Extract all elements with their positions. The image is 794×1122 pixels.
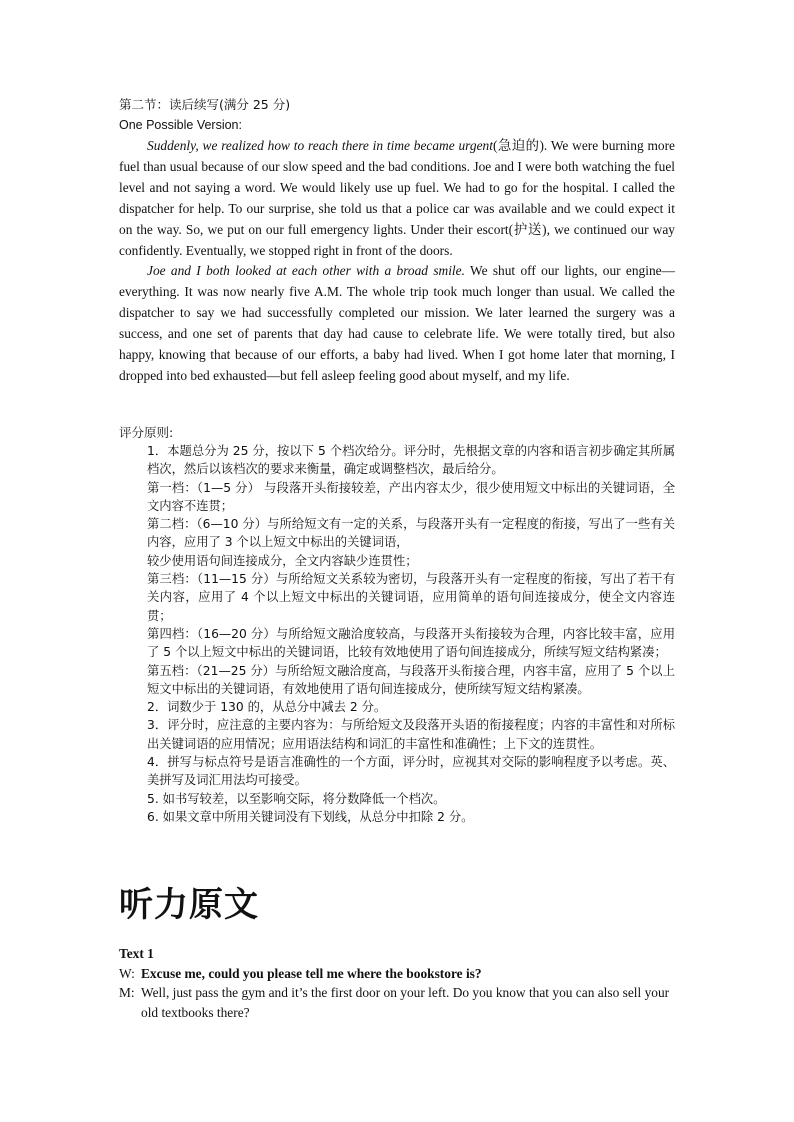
dialogue-text: Well, just pass the gym and it’s the first door on your left. Do you know that you can also sell your old textbooks there? — [141, 985, 670, 1020]
scoring-heading: 评分原则: — [119, 425, 174, 440]
rule-3: 3．评分时，应注意的主要内容为：与所给短文及段落开头语的衔接程度；内容的丰富性和对所标出关键词语的应用情况；应用语法结构和词汇的丰富性和准确性；上下文的连贯性。 — [147, 718, 675, 751]
level-4: 第四档：（16—20 分）与所给短文融洽度较高，与段落开头衔接较为合理，内容比较丰富，应用了 5 个以上短文中标出的关键词语，比较有效地使用了语句间连接成分，所续写短文结构紧凑； — [147, 626, 675, 660]
scoring-rules — [147, 442, 675, 826]
level-1: 第一档：（1—5 分） 与段落开头衔接较差，产出内容太少，很少使用短文中标出的关键词语，全文内容不连贯； — [147, 480, 675, 513]
level-3: 第三档：（11—15 分）与所给短文关系较为密切，与段落开头有一定程度的衔接，写出了若干有关内容，应用了 4 个以上短文中标出的关键词语，应用简单的语句间连接成分，使全文内容连贯； — [147, 572, 675, 623]
text-label: Text 1 — [119, 946, 154, 961]
rule-4: 4．拼写与标点符号是语言准确性的一个方面，评分时，应视其对交际的影响程度予以考虑。英、美拼写及词汇用法均可接受。 — [147, 755, 675, 788]
dialogue-line-w — [119, 964, 675, 984]
listening-title: 听力原文 — [119, 885, 259, 925]
speaker-label: W: — [119, 965, 135, 981]
paragraph-body: We shut off our lights, our engine—everything. It was now nearly five A.M. The whole trip took much longer than usual. We called the dispatcher to say we had successfully completed our mission. We later learned the surgery was a success, and one set of parents that day had cause to celebrate life. We were totally tired, but also happy, knowing that because of our efforts, a baby had lived. When I got home later that morning, I dropped into bed exhausted—but fell asleep feeling good about myself, and my life. — [119, 263, 676, 383]
version-label: One Possible Version: — [119, 118, 242, 132]
level-2: 第二档：（6—10 分）与所给短文有一定的关系，与段落开头有一定程度的衔接，写出了一些有关内容，应用了 3 个以上短文中标出的关键词语， — [147, 517, 675, 550]
essay-paragraph-1 — [119, 136, 675, 261]
dialogue-line-m — [119, 983, 675, 1022]
rule-2: 2．词数少于 130 的，从总分中减去 2 分。 — [147, 700, 387, 715]
section-title: 第二节：读后续写(满分 25 分) — [119, 97, 291, 112]
rule-5: 5. 如书写较差，以至影响交际，将分数降低一个档次。 — [147, 791, 446, 806]
dialogue-text: Excuse me, could you please tell me where the bookstore is? — [141, 965, 482, 981]
speaker-label: M: — [119, 985, 135, 1000]
sample-essay — [119, 136, 675, 387]
rule-1: 1．本题总分为 25 分，按以下 5 个档次给分。评分时，先根据文章的内容和语言初步确定其所属档次，然后以该档次的要求来衡量，确定或调整档次，最后给分。 — [147, 444, 675, 477]
paragraph-opening: Suddenly, we realized how to reach there in time became urgent — [147, 138, 493, 153]
rule-6: 6. 如果文章中所用关键词没有下划线，从总分中扣除 2 分。 — [147, 809, 474, 824]
paragraph-opening: Joe and I both looked at each other with a broad smile. — [147, 263, 465, 279]
level-5: 第五档：（21—25 分）与所给短文融洽度高，与段落开头衔接合理，内容丰富，应用了 5 个以上短文中标出的关键词语，有效地使用了语句间连接成分，使所续写短文结构紧凑。 — [147, 663, 675, 696]
level-2-continued: 较少使用语句间连接成分，全文内容缺少连贯性； — [147, 553, 418, 568]
listening-transcript — [119, 944, 675, 1022]
essay-paragraph-2 — [119, 261, 675, 386]
paragraph-body: (急迫的). We were burning more fuel than usual because of our slow speed and the bad conditions. Joe and I were both watching the fuel level and not saying a word. We would likely use up fuel. We had to go for the hospital. I called the dispatcher for help. To our surprise, she told us that a police car was available and we could expect it on the way. So, we put on our full emergency lights. Under their escort(护送), we continued our way confidently. Eventually, we stopped right in front of the doors. — [119, 138, 675, 258]
